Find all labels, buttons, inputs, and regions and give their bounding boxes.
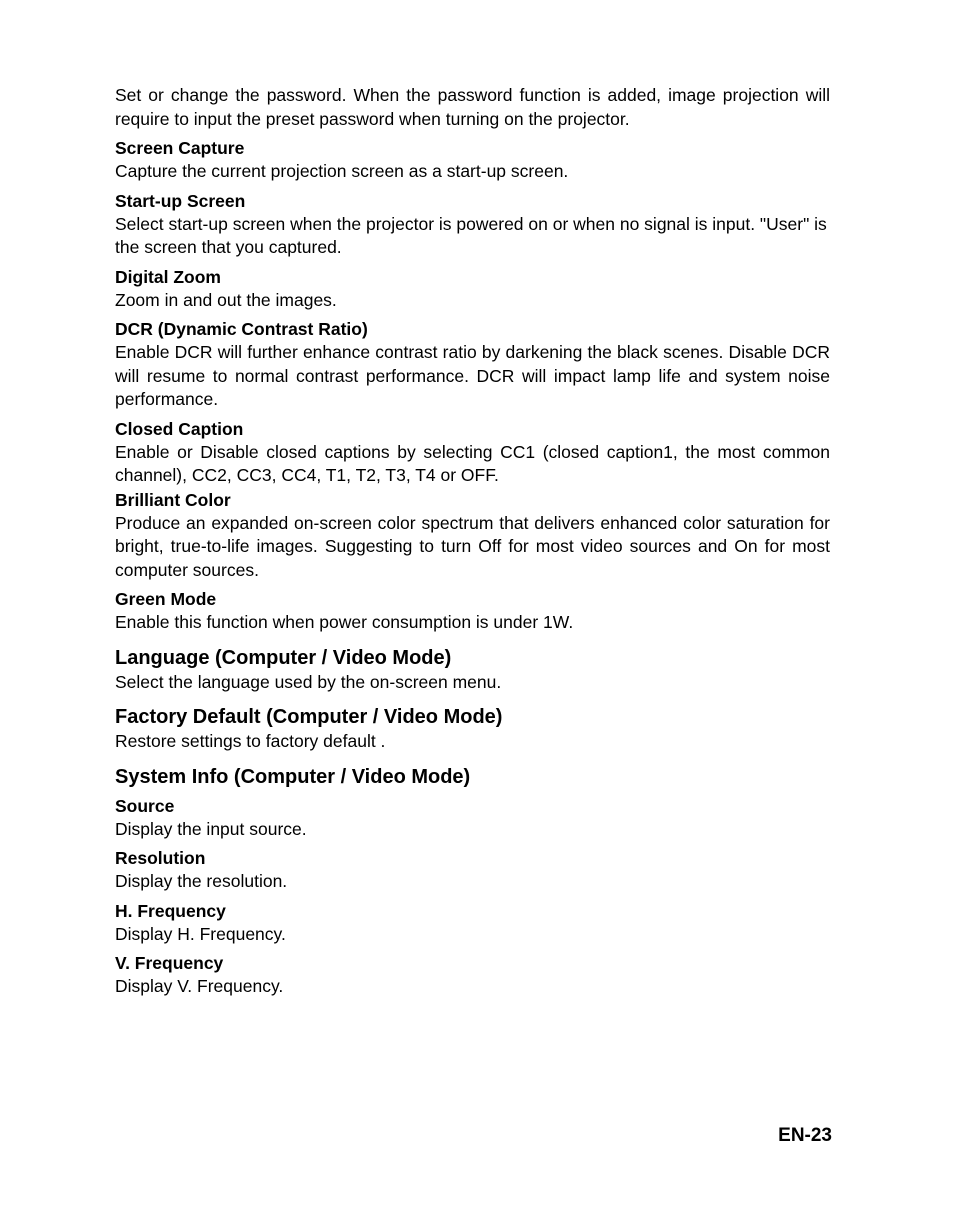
item-title: H. Frequency xyxy=(115,900,226,921)
item-green-mode xyxy=(115,587,830,635)
item-resolution xyxy=(115,846,830,894)
item-description: Zoom in and out the images. xyxy=(115,289,337,310)
item-description: Produce an expanded on-screen color spectrum that delivers enhanced color saturation for bright, true-to-life images. Suggesting to turn Off for most video sources and On for most computer sources. xyxy=(115,512,830,580)
item-dcr xyxy=(115,317,830,412)
item-title: Screen Capture xyxy=(115,138,245,158)
item-description: Select start-up screen when the projector is powered on or when no signal is input. "User" is the screen that you captured. xyxy=(115,213,827,257)
item-description: Display H. Frequency. xyxy=(115,923,286,944)
item-description: Display the resolution. xyxy=(115,871,288,891)
item-closed-caption xyxy=(115,417,830,488)
page-number: EN-23 xyxy=(778,1125,832,1146)
item-source xyxy=(115,794,830,842)
section-description: Select the language used by the on-screen menu. xyxy=(115,671,502,692)
item-brilliant-color xyxy=(115,488,830,583)
item-description: Enable or Disable closed captions by selecting CC1 (closed caption1, the most common channel), CC2, CC3, CC4, T1, T2, T3, T4 or OFF. xyxy=(115,441,830,485)
item-title: Digital Zoom xyxy=(115,266,221,287)
item-description: Display V. Frequency. xyxy=(115,976,284,996)
item-title: DCR (Dynamic Contrast Ratio) xyxy=(115,319,368,339)
item-v-frequency xyxy=(115,951,830,999)
section-system-info xyxy=(115,764,830,999)
item-description: Capture the current projection screen as a start-up screen. xyxy=(115,161,569,181)
item-title: Start-up Screen xyxy=(115,190,246,211)
section-language xyxy=(115,645,830,695)
item-title: Resolution xyxy=(115,848,206,868)
section-factory-default xyxy=(115,704,830,754)
item-title: Source xyxy=(115,795,175,816)
item-h-frequency xyxy=(115,899,830,947)
item-title: V. Frequency xyxy=(115,953,224,973)
item-description: Enable DCR will further enhance contrast ratio by darkening the black scenes. Disable DCR will resume to normal contrast performance. DCR will impact lamp life and system noise performance. xyxy=(115,342,830,409)
item-screen-capture xyxy=(115,136,830,184)
section-title: Factory Default (Computer / Video Mode) xyxy=(115,706,503,728)
section-title: Language (Computer / Video Mode) xyxy=(115,646,452,669)
item-digital-zoom xyxy=(115,265,830,313)
item-description: Display the input source. xyxy=(115,818,307,839)
section-title: System Info (Computer / Video Mode) xyxy=(115,765,471,788)
section-description: Restore settings to factory default . xyxy=(115,731,386,751)
page-content xyxy=(115,84,830,1004)
item-title: Brilliant Color xyxy=(115,489,231,510)
item-title: Closed Caption xyxy=(115,418,244,439)
item-startup-screen xyxy=(115,189,830,260)
item-description: Enable this function when power consumption is under 1W. xyxy=(115,612,574,632)
item-title: Green Mode xyxy=(115,589,217,609)
password-description: Set or change the password. When the password function is added, image projection will require to input the preset password when turning on the projector. xyxy=(115,85,830,129)
